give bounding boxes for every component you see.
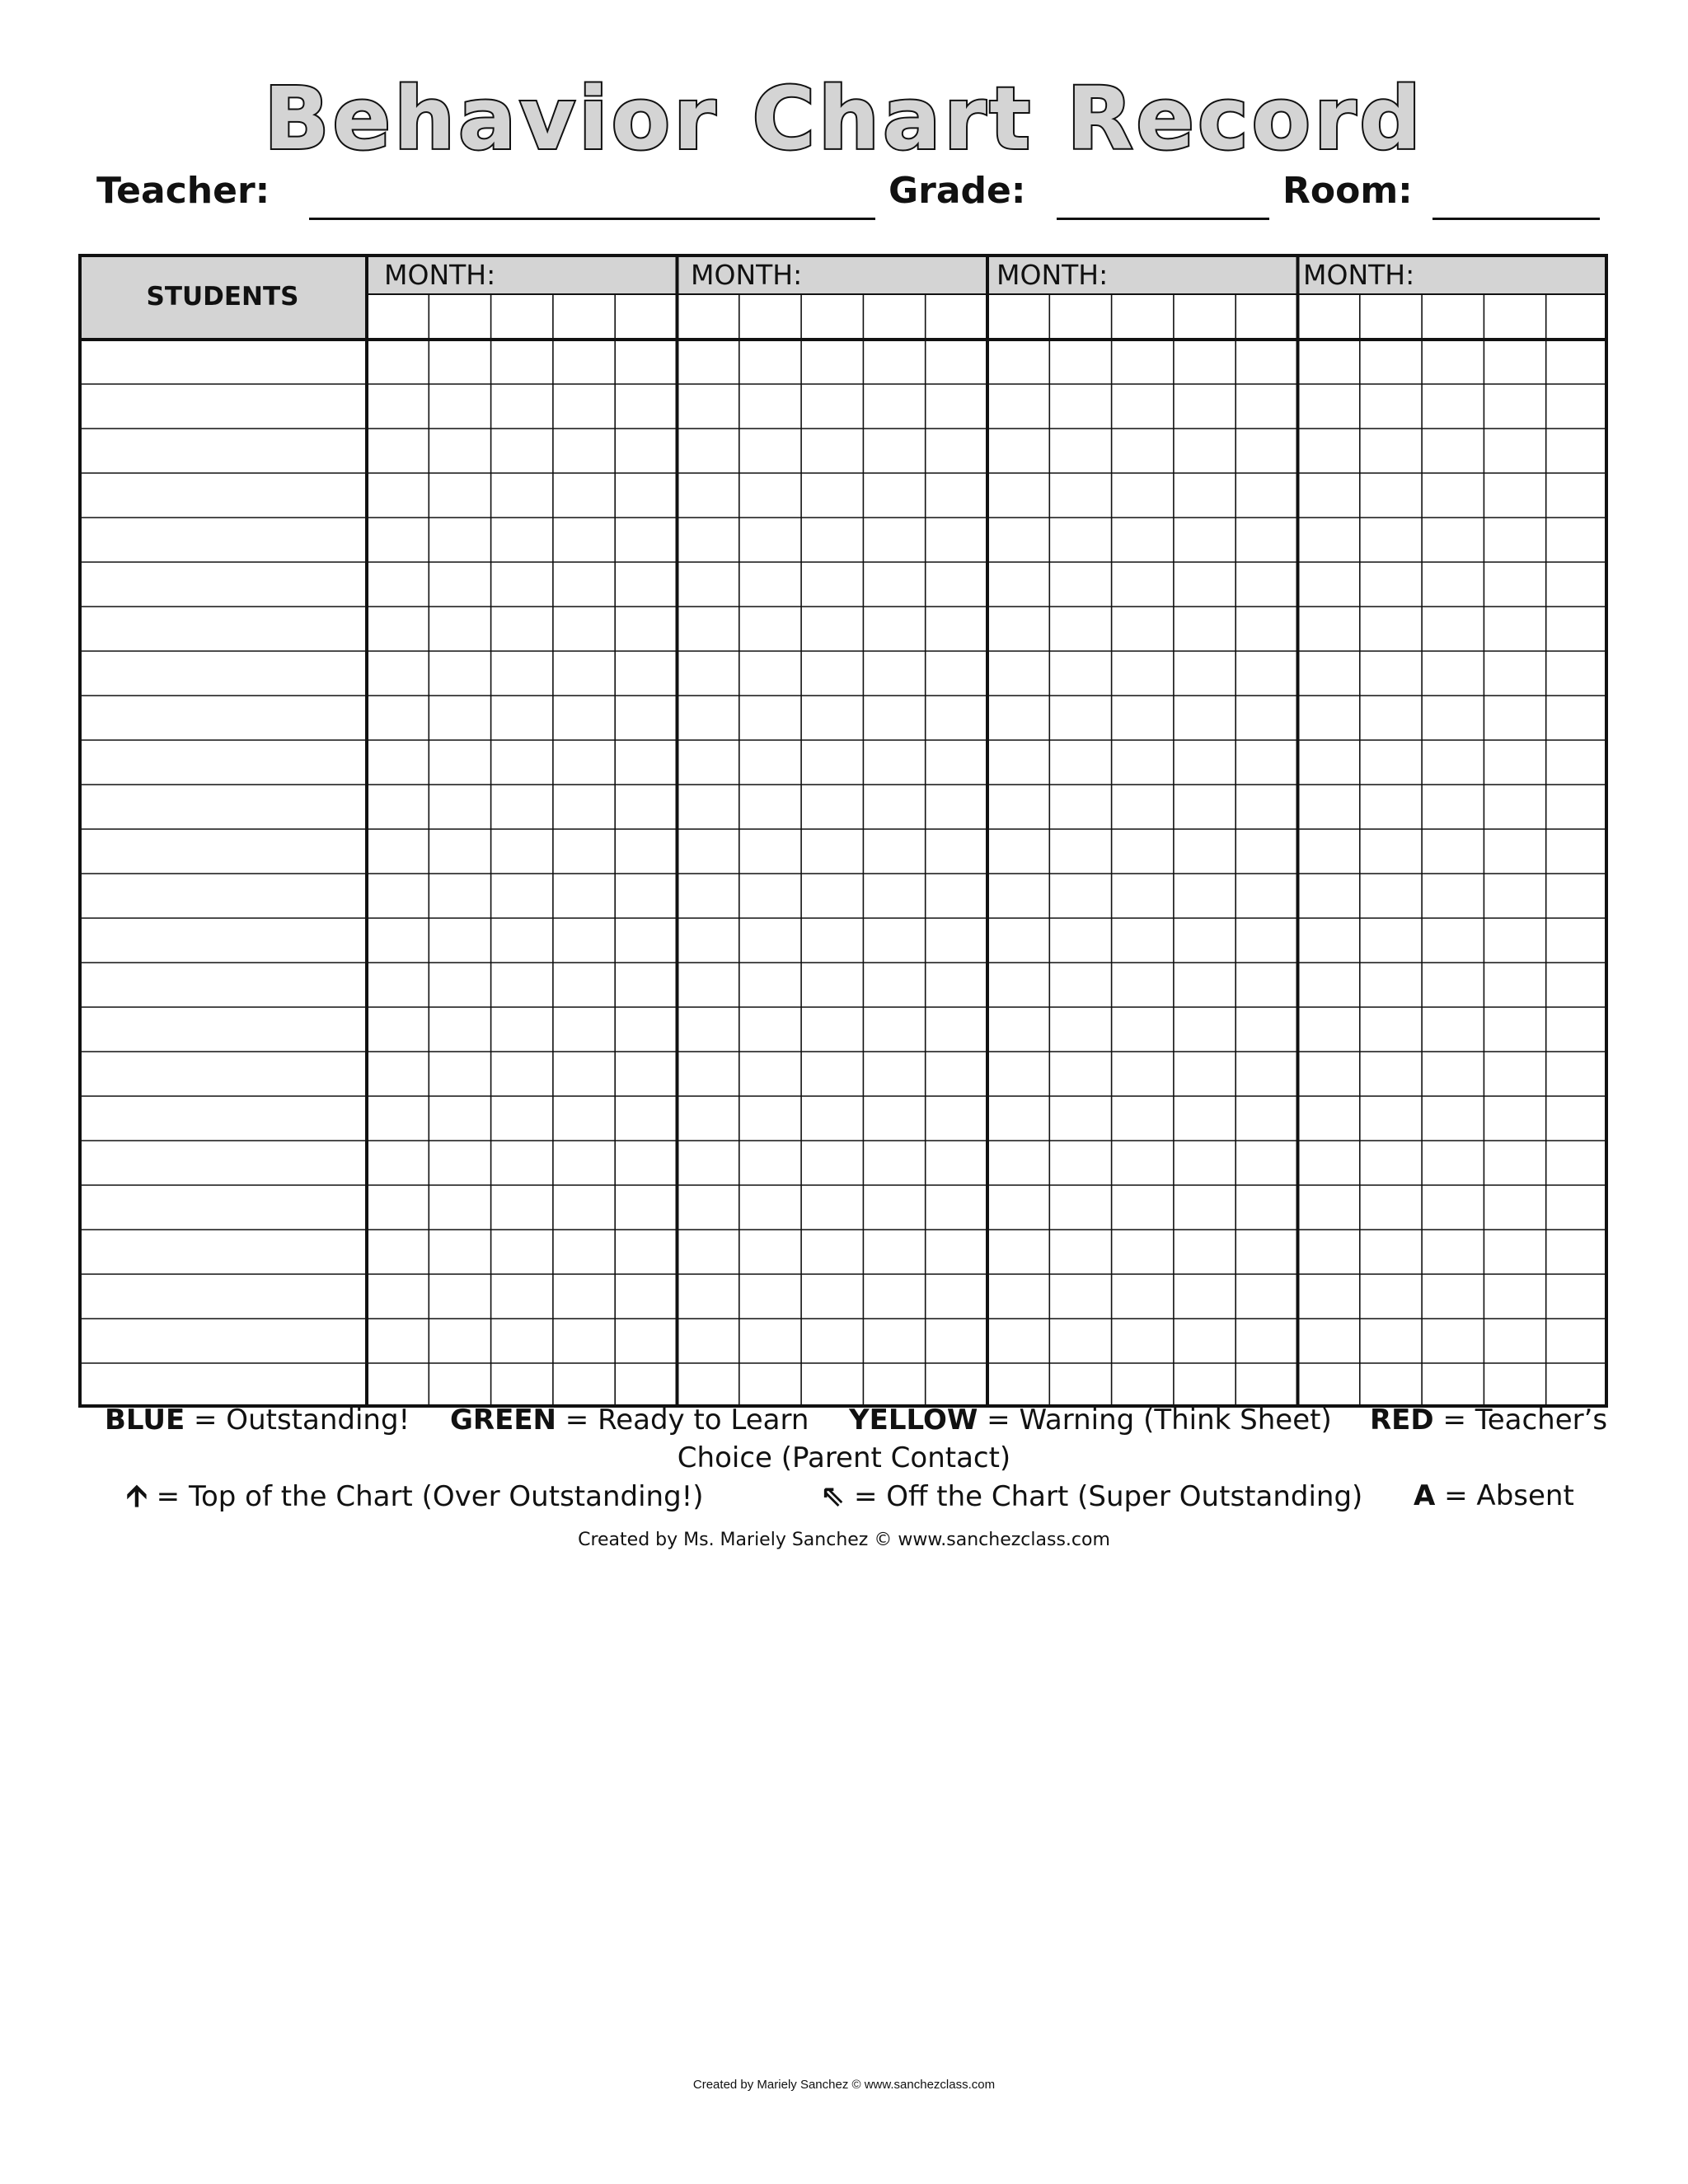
legend-red — [1370, 1406, 1607, 1434]
legend-blue-key: BLUE — [105, 1404, 185, 1436]
credit-line: Created by Ms. Mariely Sanchez © www.sanchezclass.com — [578, 1530, 1110, 1550]
room-field[interactable] — [1432, 218, 1600, 220]
arrow-up-icon: 🡩 — [126, 1479, 148, 1513]
legend-yellow — [849, 1406, 1332, 1434]
teacher-field[interactable] — [309, 218, 875, 220]
month-label-1: MONTH: — [384, 259, 496, 291]
page-title: Behavior Chart Record — [264, 68, 1424, 169]
legend-red-continued: Choice (Parent Contact) — [677, 1441, 1011, 1474]
legend-off-chart — [820, 1479, 1363, 1513]
legend-blue-text: = Outstanding! — [185, 1404, 410, 1436]
legend-green-key: GREEN — [450, 1404, 556, 1436]
room-label: Room: — [1282, 170, 1413, 212]
arrow-up-left-icon: ⇖ — [820, 1479, 846, 1513]
month-label-4: MONTH: — [1303, 259, 1415, 291]
legend-off-text: = Off the Chart (Super Outstanding) — [845, 1480, 1363, 1513]
legend-yellow-text: = Warning (Think Sheet) — [978, 1404, 1332, 1436]
month-label-2: MONTH: — [691, 259, 803, 291]
legend-top-of-chart — [126, 1479, 704, 1513]
behavior-chart-table — [78, 254, 1608, 1408]
legend-top-text: = Top of the Chart (Over Outstanding!) — [147, 1480, 704, 1513]
legend-red-key: RED — [1370, 1404, 1434, 1436]
legend-red-text: = Teacher’s — [1433, 1404, 1608, 1436]
grade-field[interactable] — [1057, 218, 1269, 220]
footer-credit: Created by Mariely Sanchez © www.sanchezclass.com — [692, 2078, 996, 2092]
legend-absent — [1414, 1479, 1574, 1512]
chart-grid — [78, 254, 1608, 1408]
legend-blue — [105, 1406, 410, 1434]
legend-absent-text: = Absent — [1435, 1479, 1574, 1512]
legend-green — [450, 1406, 809, 1434]
teacher-label: Teacher: — [96, 170, 270, 212]
legend-green-text: = Ready to Learn — [556, 1404, 809, 1436]
grade-label: Grade: — [889, 170, 1026, 212]
students-header: STUDENTS — [146, 282, 299, 312]
legend-absent-key: A — [1414, 1479, 1436, 1512]
legend-yellow-key: YELLOW — [849, 1404, 978, 1436]
month-label-3: MONTH: — [996, 259, 1109, 291]
